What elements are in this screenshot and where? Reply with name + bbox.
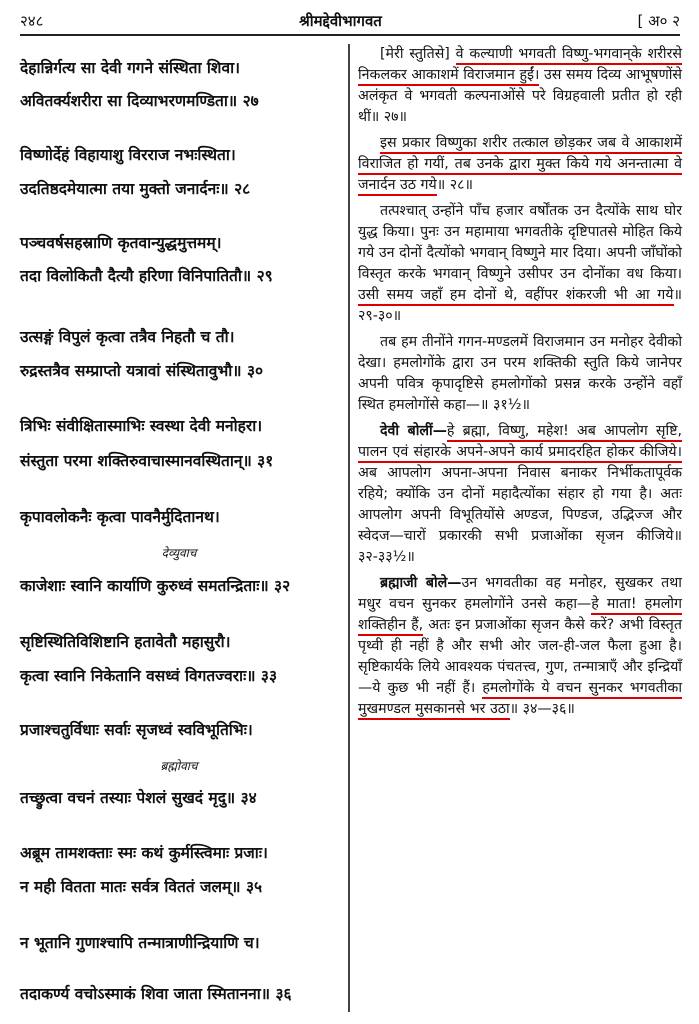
- translation-text: तत्पश्चात् उन्होंने पाँच हजार वर्षोंतक उन दैत्योंके साथ घोर युद्ध किया। पुनः उन महामाया भगवतीके दृष्टिपातसे मोहित किये गये उन दोनों दैत्योंको भगवान् विष्णुने मार दिया। अपनी जाँघोंको विस्तृत करके भगवान् विष्णुने उसीपर उन दोनोंका वध किया।: [358, 203, 682, 282]
- verse-line: काजेशाः स्वानि कार्याणि कुरुध्वं समतन्द्रिताः॥ ३२: [20, 577, 291, 595]
- highlighted-text: उसी समय जहाँ हम दोनों थे, वहींपर शंकरजी भी आ गये: [358, 287, 674, 306]
- translation-text: अब आपलोग अपना-अपना निवास बनाकर निर्भीकतापूर्वक रहिये; क्योंकि उन दोनों महादैत्योंका संहार हो गया है। अतः आपलोग अपनी विभूतियोंसे अण्डज, पिण्डज, उद्भिज्ज और स्वेदज—चारों प्रकारकी सभी प्रजाओंका सृजन कीजिये॥ ३२-३३½॥: [358, 465, 682, 565]
- translation-paragraph: [358, 44, 682, 128]
- translation-text: ॥ २८॥: [436, 177, 474, 193]
- translation-paragraph: [358, 201, 682, 327]
- verse-line: प्रजाश्चतुर्विधाः सर्वाः सृजध्वं स्वविभूतिभिः।: [20, 721, 253, 739]
- verse-line: तदाकर्ण्य वचोऽस्माकं शिवा जाता स्मितानना॥ ३६: [20, 985, 292, 1003]
- translation-text: अतः इन प्रजाओंका सृजन कैसे करें? अभी विस्तृत पृथ्वी ही नहीं है और सभी ओर जल-ही-जल फैला हुआ है। सृष्टिकार्यके लिये आवश्यक पंचतत्त्व, गुण, तन्मात्राएँ और इन्द्रियाँ—ये कुछ भी नहीं हैं।: [358, 617, 682, 696]
- verse-line: तच्छ्रुत्वा वचनं तस्याः पेशलं सुखदं मृदु॥ ३४: [20, 789, 257, 807]
- translation-text: उन भगवतीका वह मनोहर, सुखकर तथा मधुर वचन सुनकर हमलोगोंने उनसे कहा—: [358, 575, 682, 612]
- sanskrit-verse-column: [20, 46, 338, 1016]
- verse-line: त्रिभिः संवीक्षितास्माभिः स्वस्था देवी मनोहरा।: [20, 417, 263, 435]
- highlighted-text: हे माता! हमलोग शक्तिहीन हैं,: [358, 596, 682, 636]
- translation-paragraph: [358, 133, 682, 196]
- chapter-marker: [ अ० २: [637, 12, 680, 30]
- hindi-translation-column: [358, 44, 682, 1019]
- verse-line: अब्रूम तामशक्ताः स्मः कथं कुर्मस्त्विमाः प्रजाः।: [20, 844, 268, 862]
- highlighted-text: हे ब्रह्मा, विष्णु, महेश! अब आपलोग सृष्टि, पालन एवं संहारके अपने-अपने कार्य प्रमादरहित होकर कीजिये।: [358, 423, 682, 463]
- highlighted-text: वे कल्याणी भगवती विष्णु-भगवान्‌के शरीरसे निकलकर आकाशमें विराजमान हुईं।: [358, 46, 682, 86]
- translation-text: ॥ ३४—३६॥: [509, 701, 575, 717]
- verse-line: तदा विलोकितौ दैत्यौ हरिणा विनिपातितौ॥ २९: [20, 267, 273, 285]
- speaker-label: ब्रह्मोवाच: [160, 759, 198, 773]
- highlighted-text: हमलोगोंके ये वचन सुनकर भगवतीका मुखमण्डल मुसकानसे भर उठा: [358, 680, 682, 720]
- verse-line: संस्तुता परमा शक्तिरुवाचास्मानवस्थितान्॥ ३१: [20, 452, 274, 470]
- column-divider: [348, 44, 350, 1012]
- translation-paragraph: [358, 421, 682, 568]
- page-header: [20, 8, 680, 36]
- translation-text: तब हम तीनोंने गगन-मण्डलमें विराजमान उन मनोहर देवीको देखा। हमलोगोंके द्वारा उन परम शक्तिकी स्तुति किये जानेपर अपनी पवित्र कृपादृष्टिसे हमलोगोंको प्रसन्न करके उन्होंने वहाँ स्थित हमलोगोंसे कहा—॥ ३१½॥: [358, 334, 682, 413]
- translation-text: [मेरी स्तुतिसे]: [380, 46, 456, 62]
- speaker-label: देव्युवाच: [161, 546, 197, 560]
- verse-line: उत्सङ्गं विपुलं कृत्वा तत्रैव निहतौ च तौ।: [20, 328, 235, 346]
- highlighted-text: इस प्रकार विष्णुका शरीर तत्काल छोड़कर जब वे आकाशमें विराजित हो गयीं, तब उनके द्वारा मुक्त किये गये अनन्तात्मा वे जनार्दन उठ गये: [358, 135, 682, 196]
- verse-line: न मही वितता मातः सर्वत्र विततं जलम्॥ ३५: [20, 878, 263, 896]
- page-title: श्रीमद्देवीभागवत: [299, 12, 382, 30]
- translation-paragraph: [358, 332, 682, 416]
- verse-line: अवितर्क्यशरीरा सा दिव्याभरणमण्डिता॥ २७: [20, 92, 259, 110]
- verse-line: कृपावलोकनैः कृत्वा पावनैर्मुदितानथ।: [20, 508, 220, 526]
- speaker-heading: ब्रह्माजी बोले—: [380, 575, 462, 591]
- verse-line: रुद्रस्तत्रैव सम्प्राप्तो यत्रावां संस्थितावुभौ॥ ३०: [20, 362, 264, 380]
- speaker-heading: देवी बोलीं—: [380, 423, 447, 439]
- page-number: २४८: [20, 12, 44, 30]
- translation-text: ॥ २९-३०॥: [358, 287, 682, 324]
- translation-paragraph: [358, 573, 682, 720]
- verse-line: न भूतानि गुणाश्चापि तन्मात्राणीन्द्रियाणि च।: [20, 934, 260, 952]
- verse-line: कृत्वा स्वानि निकेतानि वसध्वं विगतज्वराः॥ ३३: [20, 667, 278, 685]
- translation-text: उस समय दिव्य आभूषणोंसे अलंकृत वे भगवती कल्पनाओंसे परे विग्रहवाली प्रतीत हो रही थीं॥ २७॥: [358, 67, 682, 125]
- verse-line: पञ्चवर्षसहस्राणि कृतवान्युद्धमुत्तमम्।: [20, 234, 222, 252]
- verse-line: सृष्टिस्थितिविशिष्टानि हतावेतौ महासुरौ।: [20, 633, 231, 651]
- verse-line: उदतिष्ठदमेयात्मा तया मुक्तो जनार्दनः॥ २८: [20, 180, 251, 198]
- verse-line: देहान्निर्गत्य सा देवी गगने संस्थिता शिवा।: [20, 59, 240, 77]
- verse-line: विष्णोर्देहं विहायाशु विरराज नभःस्थिता।: [20, 146, 236, 164]
